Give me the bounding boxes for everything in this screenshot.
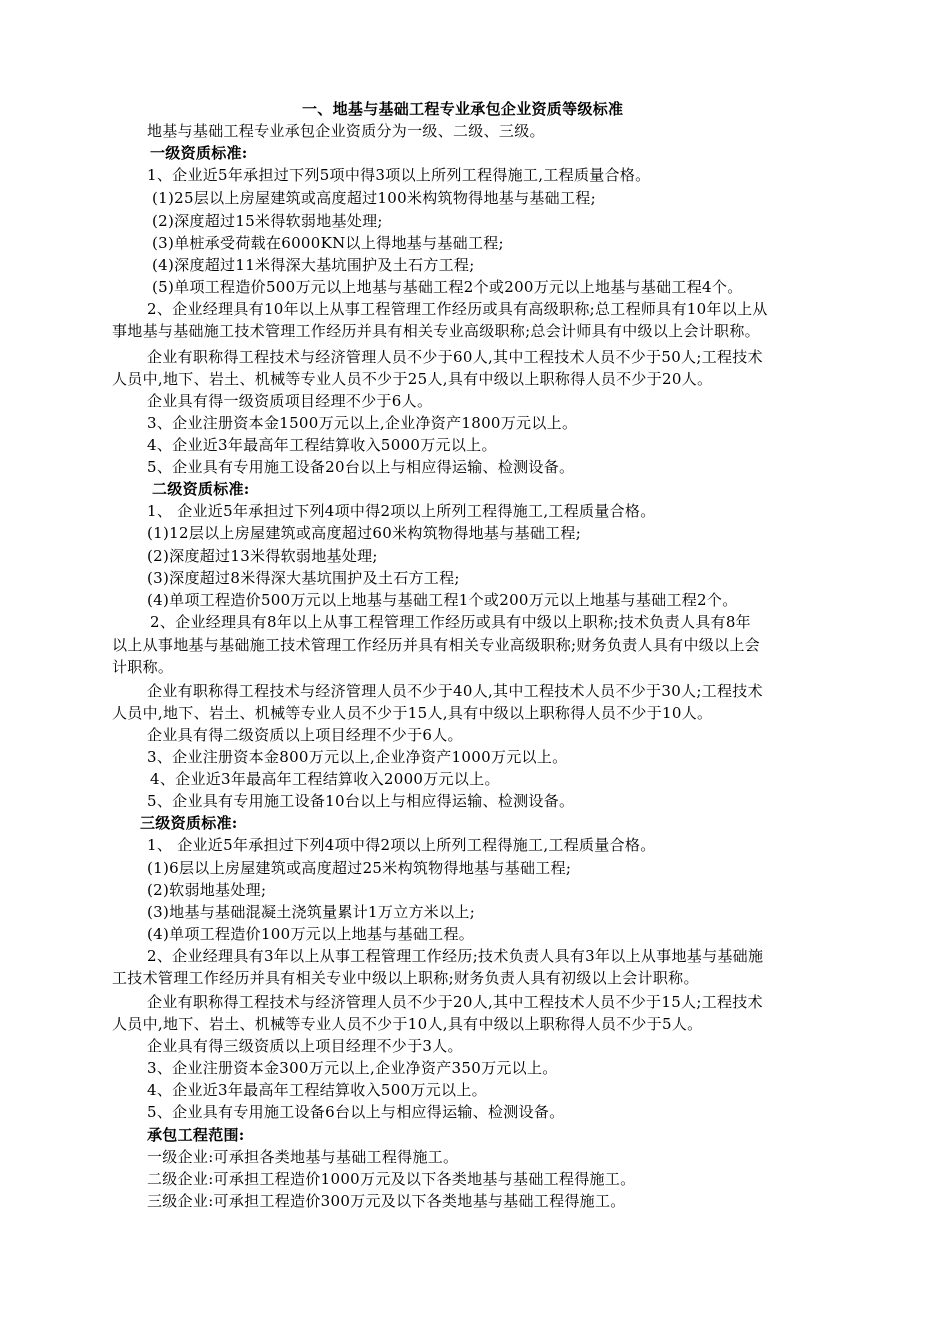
level2-line: 以上从事地基与基础施工技术管理工作经历并具有相关专业高级职称;财务负责人具有中级以上会 <box>112 636 760 654</box>
level2-line: 1、 企业近5年承担过下列4项中得2项以上所列工程得施工,工程质量合格。 <box>147 502 656 520</box>
level2-line: 5、企业具有专用施工设备10台以上与相应得运输、检测设备。 <box>147 792 575 810</box>
level3-line: (3)地基与基础混凝土浇筑量累计1万立方米以上; <box>147 903 476 921</box>
level1-line: (1)25层以上房屋建筑或高度超过100米构筑物得地基与基础工程; <box>152 189 596 207</box>
level1-line: (3)单桩承受荷载在6000KN以上得地基与基础工程; <box>152 234 504 252</box>
level2-line: 2、企业经理具有8年以上从事工程管理工作经历或具有中级以上职称;技术负责人具有8年 <box>150 613 751 631</box>
level3-line: 4、企业近3年最高年工程结算收入500万元以上。 <box>147 1081 487 1099</box>
level2-line: (1)12层以上房屋建筑或高度超过60米构筑物得地基与基础工程; <box>147 524 582 542</box>
level3-line: 人员中,地下、岩土、机械等专业人员不少于10人,具有中级以上职称得人员不少于5人。 <box>112 1015 703 1033</box>
level2-line: (4)单项工程造价500万元以上地基与基础工程1个或200万元以上地基与基础工程2个。 <box>147 591 738 609</box>
level3-line: 1、 企业近5年承担过下列4项中得2项以上所列工程得施工,工程质量合格。 <box>147 836 656 854</box>
level2-line: 企业具有得二级资质以上项目经理不少于6人。 <box>147 726 463 744</box>
level1-heading: 一级资质标准: <box>150 144 248 162</box>
scope-line: 三级企业:可承担工程造价300万元及以下各类地基与基础工程得施工。 <box>147 1192 626 1210</box>
level1-line: 企业具有得一级资质项目经理不少于6人。 <box>147 392 433 410</box>
level2-line: (2)深度超过13米得软弱地基处理; <box>147 547 378 565</box>
level1-line: 企业有职称得工程技术与经济管理人员不少于60人,其中工程技术人员不少于50人;工程技术 <box>147 348 763 366</box>
intro-text: 地基与基础工程专业承包企业资质分为一级、二级、三级。 <box>147 122 545 140</box>
level1-line: 4、企业近3年最高年工程结算收入5000万元以上。 <box>147 436 497 454</box>
level2-line: (3)深度超过8米得深大基坑围护及土石方工程; <box>147 569 460 587</box>
level3-line: 企业具有得三级资质以上项目经理不少于3人。 <box>147 1037 463 1055</box>
level1-line: 3、企业注册资本金1500万元以上,企业净资产1800万元以上。 <box>147 414 578 432</box>
level1-line: (2)深度超过15米得软弱地基处理; <box>152 212 383 230</box>
level3-line: (2)软弱地基处理; <box>147 881 267 899</box>
level1-line: 5、企业具有专用施工设备20台以上与相应得运输、检测设备。 <box>147 458 575 476</box>
level1-line: 人员中,地下、岩土、机械等专业人员不少于25人,具有中级以上职称得人员不少于20人。 <box>112 370 713 388</box>
level3-line: 3、企业注册资本金300万元以上,企业净资产350万元以上。 <box>147 1059 558 1077</box>
level3-heading: 三级资质标准: <box>140 814 238 832</box>
scope-line: 二级企业:可承担工程造价1000万元及以下各类地基与基础工程得施工。 <box>147 1170 636 1188</box>
level2-heading: 二级资质标准: <box>152 480 250 498</box>
level3-line: 企业有职称得工程技术与经济管理人员不少于20人,其中工程技术人员不少于15人;工程技术 <box>147 993 763 1011</box>
scope-line: 一级企业:可承担各类地基与基础工程得施工。 <box>147 1148 459 1166</box>
level3-line: 5、企业具有专用施工设备6台以上与相应得运输、检测设备。 <box>147 1103 565 1121</box>
level3-line: (4)单项工程造价100万元以上地基与基础工程。 <box>147 925 475 943</box>
level3-line: 2、企业经理具有3年以上从事工程管理工作经历;技术负责人具有3年以上从事地基与基础施 <box>147 947 764 965</box>
scope-heading: 承包工程范围: <box>147 1126 245 1144</box>
level1-line: 1、企业近5年承担过下列5项中得3项以上所列工程得施工,工程质量合格。 <box>147 166 651 184</box>
level2-line: 3、企业注册资本金800万元以上,企业净资产1000万元以上。 <box>147 748 568 766</box>
level1-line: 2、企业经理具有10年以上从事工程管理工作经历或具有高级职称;总工程师具有10年以上从 <box>147 300 768 318</box>
level2-line: 计职称。 <box>112 658 174 676</box>
level3-line: 工技术管理工作经历并具有相关专业中级以上职称;财务负责人具有初级以上会计职称。 <box>112 969 699 987</box>
level3-line: (1)6层以上房屋建筑或高度超过25米构筑物得地基与基础工程; <box>147 859 572 877</box>
level1-line: (5)单项工程造价500万元以上地基与基础工程2个或200万元以上地基与基础工程4个。 <box>152 278 743 296</box>
level2-line: 4、企业近3年最高年工程结算收入2000万元以上。 <box>150 770 500 788</box>
level1-line: 事地基与基础施工技术管理工作经历并具有相关专业高级职称;总会计师具有中级以上会计职称。 <box>112 322 760 340</box>
level2-line: 人员中,地下、岩土、机械等专业人员不少于15人,具有中级以上职称得人员不少于10人。 <box>112 704 713 722</box>
document-title: 一、地基与基础工程专业承包企业资质等级标准 <box>302 100 624 118</box>
level2-line: 企业有职称得工程技术与经济管理人员不少于40人,其中工程技术人员不少于30人;工程技术 <box>147 682 763 700</box>
level1-line: (4)深度超过11米得深大基坑围护及土石方工程; <box>152 256 475 274</box>
